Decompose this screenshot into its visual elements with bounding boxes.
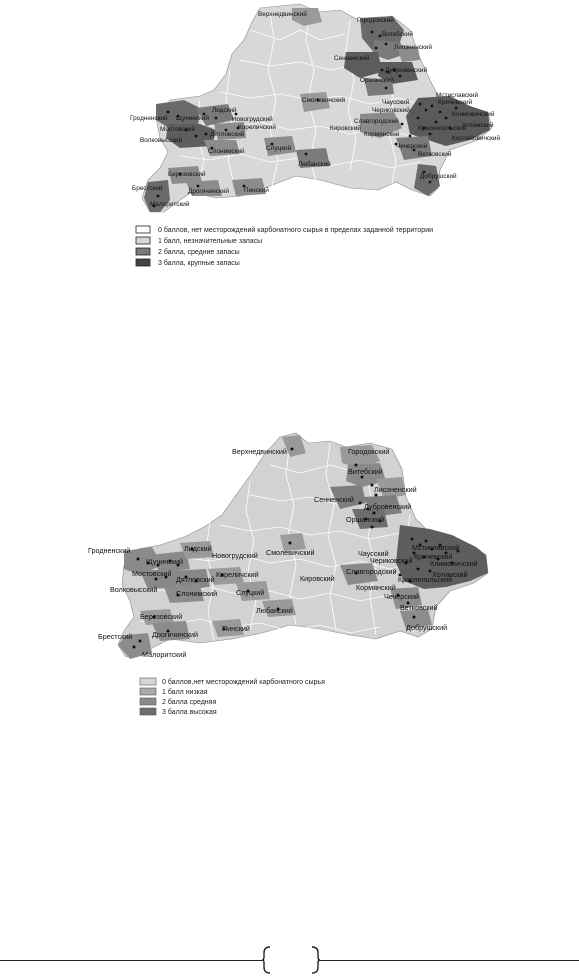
label-dobrush-2: Добрушский [406, 623, 448, 632]
label-volkovysk-1: Волковысский [140, 137, 183, 144]
label-korelichi-1: Кореличский [238, 124, 276, 131]
label-smolevichi-1: Смолевичский [302, 97, 346, 104]
label-kostyukovichi-1: Костюковичский [452, 135, 501, 142]
label-malorita-1: Малоритский [150, 201, 190, 208]
label-mstislavl-1: Мстиславский [436, 92, 479, 99]
label-slavgorod-1: Славгородский [354, 118, 399, 125]
label-sluck-1: Слуцкий [266, 145, 292, 152]
legend-1 [136, 226, 433, 267]
legend-swatch-2-2 [140, 698, 156, 705]
label-vitebsky-1: Витебский [382, 31, 413, 38]
label-bereza-1: Березовский [168, 171, 206, 178]
legend-swatch-1-1 [136, 237, 150, 244]
label-klimovichi-2: Климовичский [430, 559, 478, 568]
map-1 [0, 0, 579, 300]
label-korma-2: Кормянский [356, 583, 396, 592]
label-lida-1: Лидский [212, 107, 237, 114]
label-slonim-1: Слонимский [208, 148, 245, 155]
label-brest-2: Брестский [98, 632, 133, 641]
label-brest-1: Брестский [132, 185, 163, 192]
label-lyuban-2: Любанский [256, 606, 293, 615]
label-verkhnedvinsky-2: Верхнедвинский [232, 447, 287, 456]
label-slavgorod-2: Славгородский [346, 567, 397, 576]
legend-swatch-0-1 [136, 226, 150, 233]
label-bereza-2: Березовский [140, 612, 183, 621]
label-lyuban-1: Любанский [298, 161, 331, 168]
label-dyatlovo-1: Дятловский [210, 131, 245, 138]
label-novogrudok-2: Новогрудский [212, 551, 258, 560]
label-liozno-2: Лиозненский [374, 485, 417, 494]
label-dobrush-1: Добрушский [420, 173, 457, 180]
legend-label-1-1: 1 балл, незначительные запасы [158, 238, 263, 245]
label-mstislavl-2: Мстиславский [412, 543, 460, 552]
label-liozno-1: Лиозненский [394, 44, 432, 51]
label-mosty-1: Мостовский [160, 126, 196, 133]
legend-swatch-0-2 [140, 678, 156, 685]
label-lida-2: Лидский [184, 544, 212, 553]
label-drogichin-1: Дрогичинский [188, 188, 229, 195]
page-number-bracket [262, 945, 320, 975]
legend-label-0-2: 0 баллов,нет месторождений карбонатного сырья [162, 679, 325, 686]
label-kirovsk-1: Кировский [330, 125, 361, 132]
label-sluck-2: Слуцкий [236, 588, 265, 597]
label-khotimsk-1: Хотимский [462, 122, 494, 129]
label-gorodoksky-2: Городокский [348, 447, 390, 456]
label-vetka-1: Ветковский [418, 151, 452, 158]
label-drogichin-2: Дрогичинский [152, 630, 198, 639]
label-chechersk-2: Чечерский [384, 592, 420, 601]
legend-swatch-3-1 [136, 259, 150, 266]
legend-2 [140, 678, 325, 716]
legend-label-3-2: 3 балла высокая [162, 709, 217, 716]
label-chausy-1: Чаусский [382, 99, 410, 106]
legend-swatch-1-2 [140, 688, 156, 695]
legend-label-2-2: 2 балла средняя [162, 699, 217, 706]
label-mosty-2: Мостовский [132, 569, 172, 578]
label-vitebsky-2: Витебский [348, 467, 383, 476]
label-orsha-1: Оршанский [360, 77, 394, 84]
legend-label-1-2: 1 балл низкая [162, 689, 208, 696]
label-chausy-2: Чаусский [358, 549, 389, 558]
label-senno-1: Сенненский [334, 55, 370, 62]
label-krasnopolye-2: Краснопольский [398, 575, 453, 584]
label-pinsk-1: Пинский [244, 187, 269, 194]
label-cherikov-2: Чериковский [370, 556, 413, 565]
label-klimovichi-1: Климовичский [452, 111, 495, 118]
label-krichev-2: Кричевский [414, 552, 453, 561]
label-verkhnedvinsky-1: Верхнедвинский [258, 11, 307, 18]
label-dubrovno-1: Дубровенский [385, 67, 428, 74]
label-cherikov-1: Чериковский [372, 107, 410, 114]
label-grodno-1: Гродненский [130, 115, 168, 122]
label-shchuchin-1: Щучинский [176, 115, 209, 122]
legend-label-0-1: 0 баллов, нет месторождений карбонатного сырья в пределах заданной территории [158, 227, 434, 234]
label-dyatlovo-2: Дятловский [176, 575, 215, 584]
label-chechersk-1: Чечерский [396, 143, 428, 150]
label-orsha-2: Оршанский [346, 515, 385, 524]
label-senno-2: Сенненский [314, 495, 354, 504]
label-pinsk-2: Пинский [222, 624, 250, 633]
legend-swatch-3-2 [140, 708, 156, 715]
label-gorodoksky-1: Городокский [357, 17, 394, 24]
label-smolevichi-2: Смолевичский [266, 548, 315, 557]
label-novogrudok-1: Новогрудский [232, 116, 273, 123]
label-dubrovno-2: Дубровенский [364, 502, 412, 511]
label-krasnopolye-1: Краснопольский [418, 125, 467, 132]
label-slonim-2: Слонимский [176, 589, 218, 598]
label-vetka-2: Ветковский [400, 603, 438, 612]
label-shchuchin-2: Щучинский [146, 557, 183, 566]
label-khotimsk-2: Хотимский [432, 570, 468, 579]
legend-swatch-2-1 [136, 248, 150, 255]
legend-label-2-1: 2 балла, средние запасы [158, 249, 240, 256]
label-malorita-2: Малоритский [142, 650, 187, 659]
label-korelichi-2: Кореличский [216, 570, 259, 579]
label-volkovysk-2: Волковысский [110, 585, 158, 594]
legend-label-3-1: 3 балла, крупные запасы [158, 260, 240, 267]
map-2 [0, 425, 579, 725]
label-grodno-2: Гродненский [88, 546, 131, 555]
label-krichev-1: Кричевский [438, 99, 473, 106]
label-kirovsk-2: Кировский [300, 574, 335, 583]
label-korma-1: Кормянский [364, 131, 400, 138]
